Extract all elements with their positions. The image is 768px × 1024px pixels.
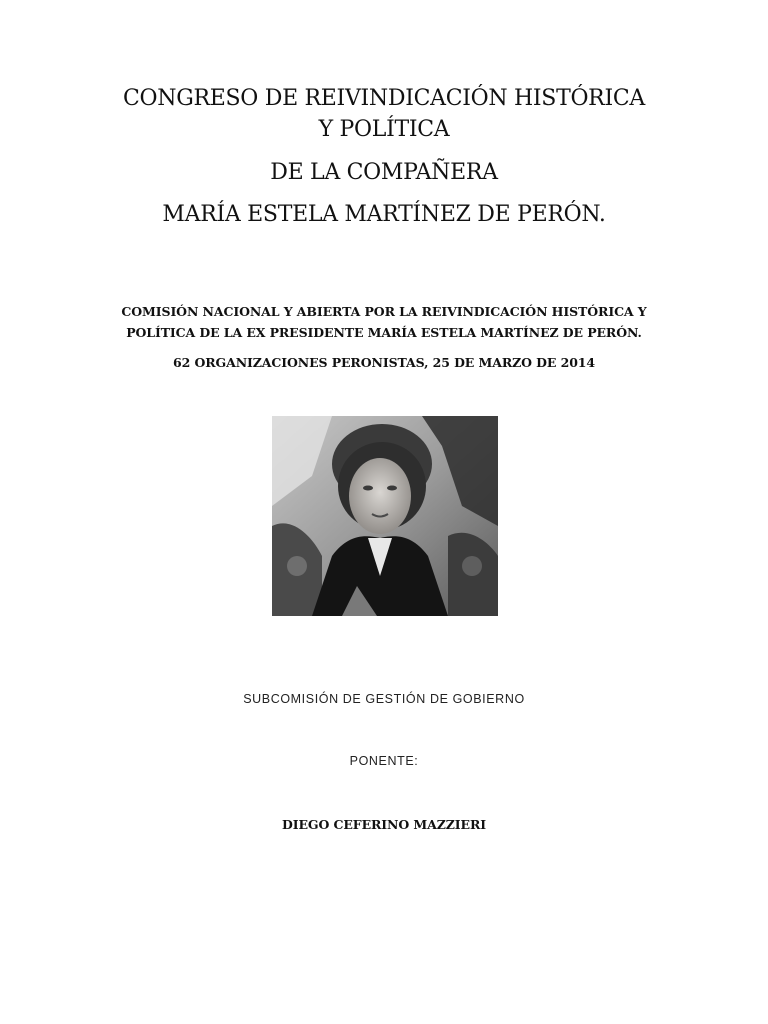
- subcommission-label: SUBCOMISIÓN DE GESTIÓN DE GOBIERNO: [243, 692, 525, 706]
- portrait-photo: [272, 416, 498, 616]
- title-line-3: DE LA COMPAÑERA: [270, 160, 498, 185]
- commission-line-1: COMISIÓN NACIONAL Y ABIERTA POR LA REIVINDICACIÓN HISTÓRICA Y: [121, 304, 647, 319]
- title-line-4: MARÍA ESTELA MARTÍNEZ DE PERÓN.: [162, 202, 606, 227]
- title-line-1: CONGRESO DE REIVINDICACIÓN HISTÓRICA: [123, 86, 645, 111]
- speaker-name: DIEGO CEFERINO MAZZIERI: [281, 817, 486, 832]
- portrait-photo-drawing: [272, 416, 498, 616]
- commission-line-2: POLÍTICA DE LA EX PRESIDENTE MARÍA ESTELA MARTÍNEZ DE PERÓN.: [126, 325, 642, 340]
- speaker-label: PONENTE:: [349, 754, 419, 768]
- title-line-2: Y POLÍTICA: [318, 117, 450, 142]
- organizations-date: 62 ORGANIZACIONES PERONISTAS, 25 DE MARZO DE 2014: [173, 355, 595, 370]
